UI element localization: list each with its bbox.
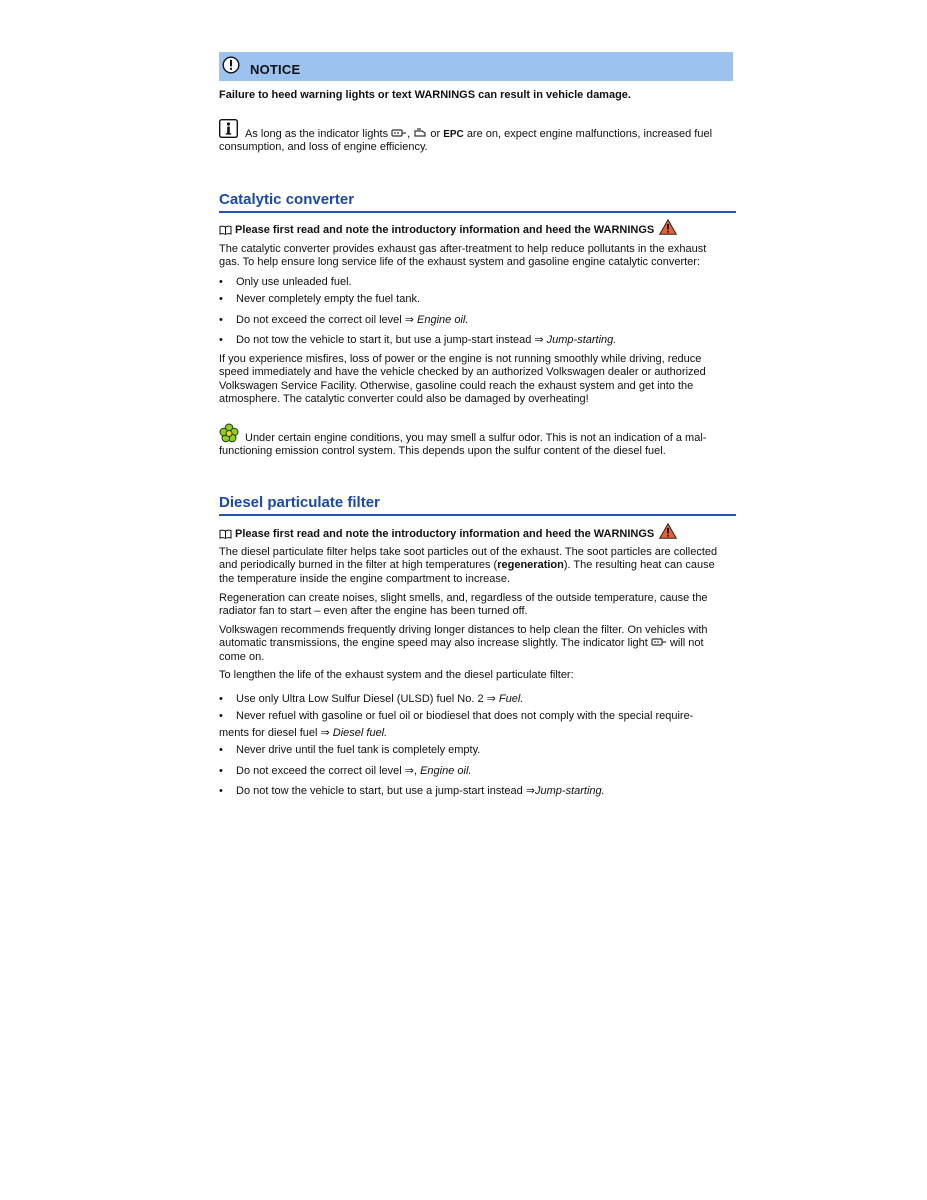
list-item xyxy=(219,314,735,327)
bullet-dot: • xyxy=(219,710,223,722)
bullet-dot: • xyxy=(219,314,223,326)
list-item xyxy=(219,276,735,289)
paragraph-text: ). The resulting heat can cause xyxy=(563,559,715,572)
info-text-part3: or xyxy=(430,128,441,140)
list-item xyxy=(219,693,735,706)
paragraph-line: the temperature inside the engine compartment to increase. xyxy=(219,572,511,585)
cross-reference-link[interactable]: Engine oil. xyxy=(420,765,472,777)
paragraph-line: Under certain engine conditions, you may smell a sulfur odor. This is not an indication of a mal- xyxy=(245,432,707,444)
diesel-paragraph-3 xyxy=(219,624,735,664)
catalytic-intro-line: gas. To help ensure long service life of the exhaust system and gasoline engine catalytic converter: xyxy=(219,256,701,269)
environment-note xyxy=(219,432,729,459)
notice-title: NOTICE xyxy=(250,62,301,77)
book-icon xyxy=(219,225,232,235)
particulate-filter-indicator-icon xyxy=(651,637,667,647)
read-note-text: Please first read and note the introductory information and heed the WARNINGS xyxy=(235,528,655,540)
paragraph-line: Volkswagen recommends frequently driving longer distances to help clean the filter. On vehicles with xyxy=(219,624,708,636)
paragraph-line: atmosphere. The catalytic converter could also be damaged by overheating! xyxy=(219,393,589,406)
bullet-text: Do not tow the vehicle to start it, but use a jump-start instead ⇒ xyxy=(236,334,547,346)
paragraph-line: The diesel particulate filter helps take soot particles out of the exhaust. The soot particles are collected xyxy=(219,546,718,558)
exclamation-circle-icon xyxy=(222,56,240,74)
list-item xyxy=(219,710,735,723)
notice-text: Failure to heed warning lights or text WARNINGS can result in vehicle damage. xyxy=(219,89,631,101)
book-icon xyxy=(219,529,232,539)
diesel-paragraph-2 xyxy=(219,592,735,619)
list-item xyxy=(219,334,735,347)
catalytic-misfire-paragraph xyxy=(219,353,735,407)
cross-reference-link[interactable]: Diesel fuel. xyxy=(332,727,388,739)
paragraph-line: come on. xyxy=(219,650,265,663)
paragraph-text: and periodically burned in the filter at high temperatures ( xyxy=(219,559,498,572)
bullet-dot: • xyxy=(219,765,223,777)
cross-reference-link[interactable]: Jump-starting. xyxy=(546,334,617,346)
bullet-text: ments for diesel fuel ⇒ xyxy=(219,727,333,739)
bullet-text: Do not tow the vehicle to start, but use a jump-start instead ⇒ xyxy=(236,785,536,797)
cross-reference-link[interactable]: Fuel. xyxy=(498,693,524,705)
bullet-dot: • xyxy=(219,276,223,288)
list-item xyxy=(219,293,735,306)
cross-reference-link[interactable]: Jump-starting. xyxy=(535,785,605,797)
paragraph-line: Regeneration can create noises, slight smells, and, regardless of the outside temperature, cause the xyxy=(219,592,708,604)
warning-triangle-icon xyxy=(659,219,677,235)
list-item xyxy=(219,785,735,798)
catalytic-intro-line: The catalytic converter provides exhaust gas after-treatment to help reduce pollutants in the exhaust xyxy=(219,243,707,255)
catalytic-intro xyxy=(219,243,735,270)
regeneration-term: regeneration xyxy=(497,559,564,572)
cross-reference-link[interactable]: Engine oil. xyxy=(417,314,469,326)
bullet-dot: • xyxy=(219,293,223,305)
paragraph-line: If you experience misfires, loss of power or the engine is not running smoothly while driving, reduce xyxy=(219,353,702,365)
bullet-dot: • xyxy=(219,785,223,797)
diesel-paragraph-4: To lengthen the life of the exhaust system and the diesel particulate filter: xyxy=(219,669,574,681)
bullet-text: Never refuel with gasoline or fuel oil or biodiesel that does not comply with the special require- xyxy=(236,710,694,722)
paragraph-line: Volkswagen Service Facility. Otherwise, gasoline could reach the exhaust system and get into the xyxy=(219,379,694,392)
epc-indicator-label: EPC xyxy=(443,129,464,140)
bullet-dot: • xyxy=(219,693,223,705)
section-heading-catalytic: Catalytic converter xyxy=(219,191,736,213)
paragraph-text: will not xyxy=(669,637,704,650)
notice-banner xyxy=(219,52,733,81)
bullet-text: Never drive until the fuel tank is completely empty. xyxy=(236,744,481,756)
bullet-text: Never completely empty the fuel tank. xyxy=(236,293,421,305)
read-note-diesel xyxy=(219,523,677,540)
engine-indicator-icon xyxy=(413,128,427,138)
diesel-paragraph-1 xyxy=(219,546,735,586)
read-note-catalytic xyxy=(219,219,677,236)
bullet-text: Only use unleaded fuel. xyxy=(236,276,352,288)
bullet-text: Do not exceed the correct oil level ⇒, xyxy=(236,765,421,777)
list-item xyxy=(219,744,735,757)
read-note-text: Please first read and note the introductory information and heed the WARNINGS xyxy=(235,224,655,236)
info-text-part4: are on, expect engine malfunctions, increased fuel xyxy=(466,128,713,140)
info-text-line2: consumption, and loss of engine efficiency. xyxy=(219,141,428,154)
list-item xyxy=(219,765,735,778)
paragraph-line: radiator fan to start – even after the engine has been turned off. xyxy=(219,605,528,618)
bullet-continuation xyxy=(219,727,735,740)
section-heading-diesel: Diesel particulate filter xyxy=(219,494,736,516)
info-note xyxy=(219,128,729,155)
info-text-part2: , xyxy=(407,128,411,140)
bullet-dot: • xyxy=(219,334,223,346)
paragraph-line: speed immediately and have the vehicle checked by an authorized Volkswagen dealer or authorized xyxy=(219,366,706,379)
warning-triangle-icon xyxy=(659,523,677,539)
bullet-text: Do not exceed the correct oil level ⇒ xyxy=(236,314,418,326)
exhaust-indicator-icon xyxy=(391,128,407,138)
paragraph-text: automatic transmissions, the engine speed may also increase slightly. The indicator light xyxy=(219,637,648,650)
info-text-part1: As long as the indicator lights xyxy=(245,128,389,140)
paragraph-line: functioning emission control system. This depends upon the sulfur content of the diesel fuel. xyxy=(219,445,666,458)
bullet-text: Use only Ultra Low Sulfur Diesel (ULSD) fuel No. 2 ⇒ xyxy=(236,693,499,705)
bullet-dot: • xyxy=(219,744,223,756)
